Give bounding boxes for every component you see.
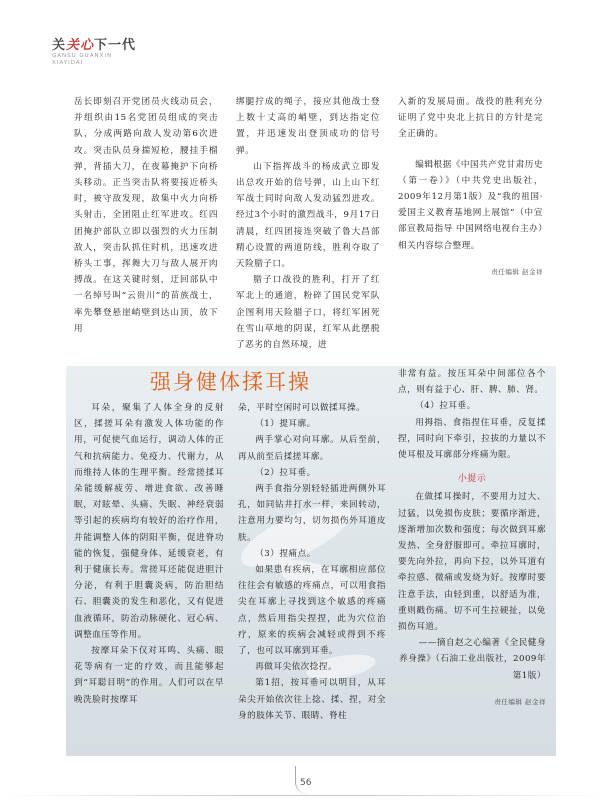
article-col2-para-9: 第1招，按耳垂可以明目，从耳朵尖开始依次往上捻、揉、捏，对全身的肢体关节、眼睛、脊柱 xyxy=(238,678,386,721)
tips-heading: 小提示 xyxy=(457,474,487,485)
article-col2-para-8: 再做耳尖依次捻捏。 xyxy=(255,662,338,673)
article-col3-para-3: 用拇指、食指捏住耳垂，反复揉捏，同时向下牵引，拉拔的力量以不使耳根及耳廓部分疼痛为限。 xyxy=(398,417,546,461)
article-column-1 xyxy=(74,400,224,708)
article-col2-para-2: （1）提耳廓。 xyxy=(255,419,316,430)
tips-text: 在做揉耳操时，不要用力过大、过猛，以免损伤皮肤；要循序渐进，逐渐增加次数和强度；每次做到耳廓发热、全身舒服即可。牵拉耳廓时，要先向外拉，再向下拉，以外耳道有牵拉感、微痛或发烧为好。按摩时要注意手法，由轻到重，以舒适为准，重则戳伤痛。切不可生拉硬扯，以免损伤耳道。 xyxy=(398,492,546,633)
magazine-brand xyxy=(52,34,136,53)
top-editor-credit: 责任编辑 赵金祥 xyxy=(491,267,543,276)
article-column-2 xyxy=(238,400,386,724)
top-column-1 xyxy=(74,94,218,337)
article-source: ——摘自赵之心编著《全民健身养身操》（石油工业出版社，2009年第1版） xyxy=(399,638,546,681)
article-col2-para-3: 两手掌心对向耳廓。从后至前，再从前至后揉搓耳廓。 xyxy=(238,435,386,462)
top-col2-para-2: 山下指挥战斗的杨成武立即发出总攻开始的信号弹，山上山下红军战士同时向敌人发动猛烈进攻。经过3个小时的激烈战斗，9月17日清晨，红四团接连突破了鲁大昌部精心设置的两道防线，胜利夺取了天险腊子口。 xyxy=(236,161,380,270)
article-col2-para-7: 如果患有疾病，在耳廓相应部位往往会有敏感的疼痛点，可以用食指尖在耳廓上寻找到这个敏感的疼痛点，然后用指尖捏捏，此为穴位治疗，原来的疾病会减轻或得到不疼了，也可以耳廓到耳垂。 xyxy=(238,565,386,657)
top-col1-para: 岳长即刻召开党团员火线动员会，并组织由15名党团员组成的突击队，分成两路向敌人发动第6次进攻。突击队员身揣短枪，腰挂手榴弹，背插大刀，在夜幕掩护下向桥头移动。正当突击队将要接近桥头时，被守敌发现，敌集中火力向桥头射击，全团阻止红军进攻。红四团掩护部队立即以强烈的火力压制敌人，突击队抓住时机，迅速攻进桥头工事，挥舞大刀与敌人展开肉搏战。在这关键时刻，迂回部队中一名绰号叫“云贵川”的苗族战士，率先攀登悬崖峭壁到达山顶，放下用 xyxy=(74,97,218,334)
article-col3-para-2: （4）拉耳垂。 xyxy=(415,401,476,412)
article-editor-credit: 责任编辑 赵金祥 xyxy=(494,697,546,706)
brand-sub-2: XIAYIDAI xyxy=(52,60,84,66)
brand-sub-1: GANSU GUANXIN xyxy=(52,53,113,59)
brand-red: 关心 xyxy=(66,38,95,53)
footer-rule xyxy=(0,795,612,796)
magazine-header xyxy=(52,34,136,67)
article-col1-para-1: 耳朵，聚集了人体全身的反射区，揉搓耳朵有激发人体功能的作用，可促使气血运行，调动人体的正气和抗病能力、免疫力、代谢力，从而维持人体的生理平衡。经常搓揉耳朵能缓解疲劳、增进食欲、改善睡眠，对眩晕、头痛、失眠、神经衰弱等引起的疾病均有较好的治疗作用，并能调整人体的阴阳平衡，促进脊功能的恢复，强健身体、延缓衰老，有利于健康长寿。常搓耳还能促进胆汁分泌，有利于胆囊炎病，防治胆结石、胆囊炎的发生和恶化，又有促进血液循环，防治动脉硬化、冠心病、调整血压等作用。 xyxy=(74,403,224,640)
top-col3-para-2: 编辑根据《中国共产党甘肃历史（第一卷）》（中共党史出版社，2009年12月第1版）及“我的祖国·爱国主义教育基地网上展馆”（中宣部宣教局指导 中国网络电视台主办）相关内容综合整理。 xyxy=(398,159,543,251)
top-col2-para-3: 腊子口战役的胜利，打开了红军北上的通道，粉碎了国民党军队企图利用天险腊子口，将红军困死在雪山草地的阴谋，红军从此摆脱了恶劣的自然环境，进 xyxy=(236,275,380,351)
article-col2-para-6: （3）捏痛点。 xyxy=(255,548,316,559)
article-column-3 xyxy=(398,366,546,710)
top-col3-para-1: 入新的发展局面。战役的胜利充分证明了党中央北上抗日的方针是完全正确的。 xyxy=(398,97,543,140)
article-title: 强身健体揉耳操 xyxy=(150,370,311,394)
brand-char: 关 xyxy=(52,38,67,53)
article-col3-para-1: 非常有益。按压耳朵中间部位各个点，则有益于心、肝、脾、肺、肾。 xyxy=(398,369,546,396)
article-col2-para-5: 两手食指分别轻轻插进两侧外耳孔，如同钻井打水一样，来回转动，注意用力要均匀，切勿损伤外耳道皮肤。 xyxy=(238,484,386,543)
article-col2-para-1: 朵，平时空闲时可以做揉耳操。 xyxy=(238,403,366,413)
brand-right: 下一代 xyxy=(94,38,137,53)
article-col2-para-4: （2）拉耳垂。 xyxy=(255,467,316,478)
article-col1-para-2: 按摩耳朵下仅对耳鸣、头痛、眼花等病有一定的疗效，而且能够起到“耳聪目明”的作用。人们可以在早晚洗脸时按摩耳 xyxy=(74,646,224,705)
top-column-2 xyxy=(236,94,380,353)
top-column-3 xyxy=(398,94,543,280)
top-col2-para-1: 绑腿拧成的绳子，接应其他战士登上数十丈高的峭壁，到达指定位置，并迅速发出登顶成功的信号弹。 xyxy=(236,97,380,156)
page-number: 56 xyxy=(300,778,312,788)
